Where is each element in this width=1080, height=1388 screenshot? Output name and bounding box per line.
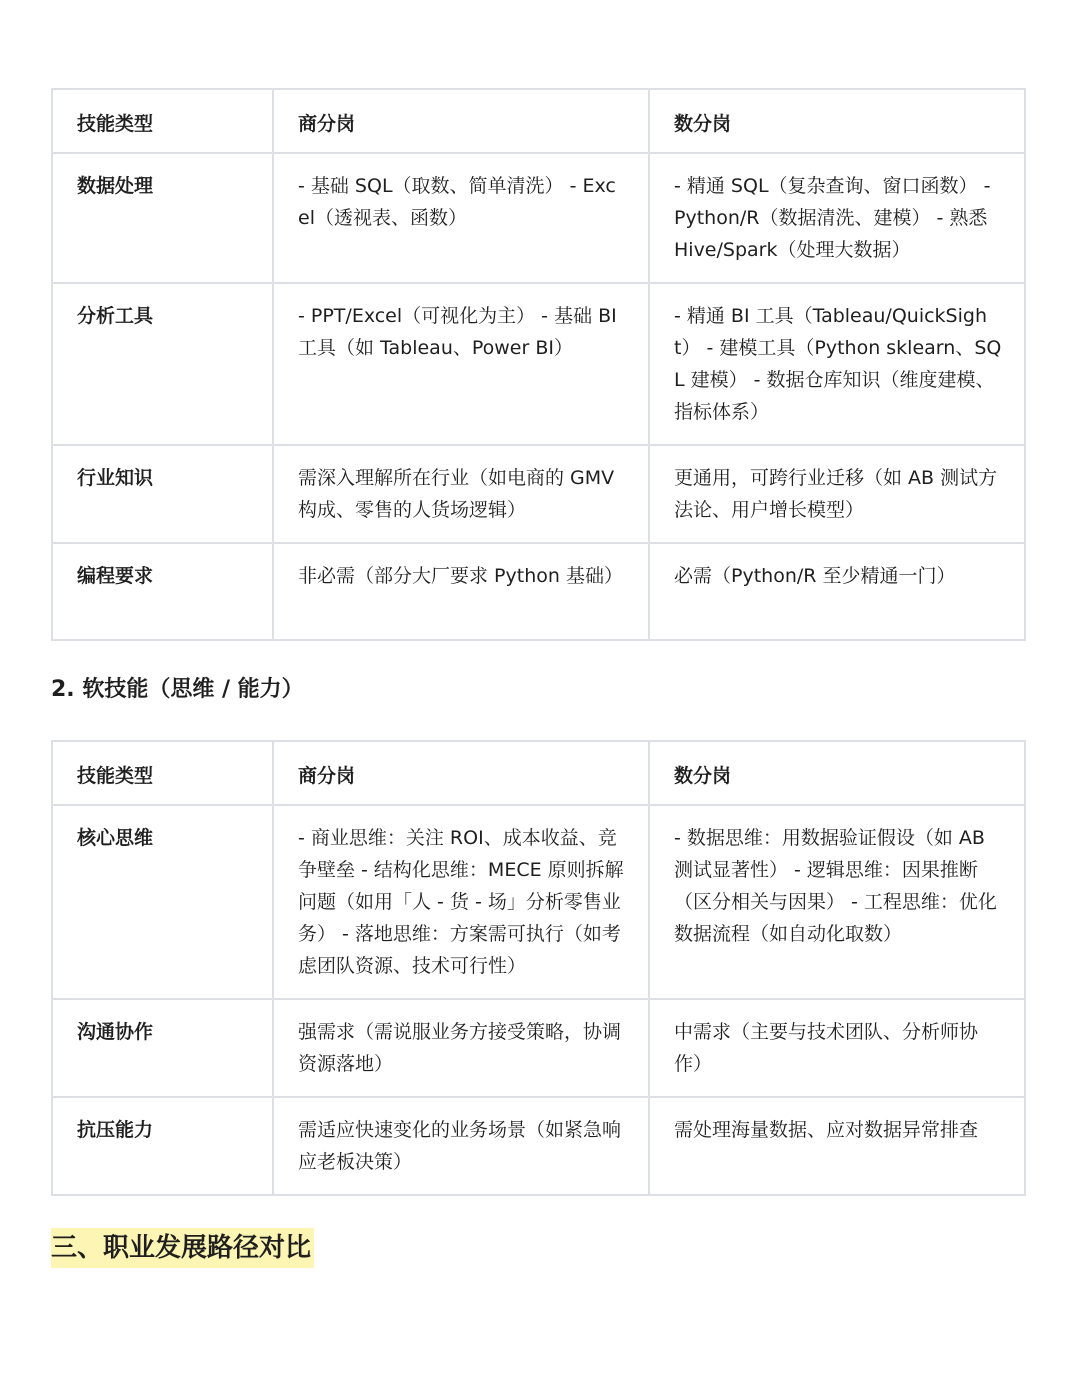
header-business-analyst: 商分岗	[273, 741, 649, 805]
data-analyst-cell: 必需（Python/R 至少精通一门）	[649, 543, 1025, 640]
data-analyst-cell: 中需求（主要与技术团队、分析师协作）	[649, 999, 1025, 1097]
header-skill-type: 技能类型	[52, 741, 273, 805]
business-analyst-cell: 需适应快速变化的业务场景（如紧急响应老板决策）	[273, 1097, 649, 1195]
skill-type-cell: 数据处理	[52, 153, 273, 283]
header-business-analyst: 商分岗	[273, 89, 649, 153]
skill-type-cell: 核心思维	[52, 805, 273, 999]
skill-type-cell: 沟通协作	[52, 999, 273, 1097]
table-header-row	[52, 89, 1025, 153]
soft-skills-heading: 2. 软技能（思维 / 能力）	[51, 677, 304, 702]
header-skill-type: 技能类型	[52, 89, 273, 153]
data-analyst-cell: 需处理海量数据、应对数据异常排查	[649, 1097, 1025, 1195]
data-analyst-cell: - 数据思维：用数据验证假设（如 AB 测试显著性） - 逻辑思维：因果推断（区分相关与因果） - 工程思维：优化数据流程（如自动化取数）	[649, 805, 1025, 999]
skill-type-cell: 编程要求	[52, 543, 273, 640]
business-analyst-cell: 强需求（需说服业务方接受策略，协调资源落地）	[273, 999, 649, 1097]
career-path-heading: 三、职业发展路径对比	[51, 1228, 314, 1268]
business-analyst-cell: - 商业思维：关注 ROI、成本收益、竞争壁垒 - 结构化思维：MECE 原则拆解问题（如用「人 - 货 - 场」分析零售业务） - 落地思维：方案需可执行（如考虑团队资源、技术可行性）	[273, 805, 649, 999]
table-row	[52, 1097, 1025, 1195]
skill-type-cell: 分析工具	[52, 283, 273, 445]
table-row	[52, 445, 1025, 543]
data-analyst-cell: - 精通 BI 工具（Tableau/QuickSight） - 建模工具（Python sklearn、SQL 建模） - 数据仓库知识（维度建模、指标体系）	[649, 283, 1025, 445]
header-data-analyst: 数分岗	[649, 89, 1025, 153]
header-data-analyst: 数分岗	[649, 741, 1025, 805]
business-analyst-cell: - PPT/Excel（可视化为主） - 基础 BI 工具（如 Tableau、Power BI）	[273, 283, 649, 445]
table-row	[52, 805, 1025, 999]
skill-type-cell: 行业知识	[52, 445, 273, 543]
skill-type-cell: 抗压能力	[52, 1097, 273, 1195]
hard-skills-table	[51, 88, 1026, 641]
table-row	[52, 999, 1025, 1097]
business-analyst-cell: - 基础 SQL（取数、简单清洗） - Excel（透视表、函数）	[273, 153, 649, 283]
data-analyst-cell: 更通用，可跨行业迁移（如 AB 测试方法论、用户增长模型）	[649, 445, 1025, 543]
table-row	[52, 283, 1025, 445]
table-row	[52, 543, 1025, 640]
data-analyst-cell: - 精通 SQL（复杂查询、窗口函数） - Python/R（数据清洗、建模） - 熟悉 Hive/Spark（处理大数据）	[649, 153, 1025, 283]
business-analyst-cell: 需深入理解所在行业（如电商的 GMV 构成、零售的人货场逻辑）	[273, 445, 649, 543]
soft-skills-table	[51, 740, 1026, 1196]
business-analyst-cell: 非必需（部分大厂要求 Python 基础）	[273, 543, 649, 640]
table-row	[52, 153, 1025, 283]
table-header-row	[52, 741, 1025, 805]
